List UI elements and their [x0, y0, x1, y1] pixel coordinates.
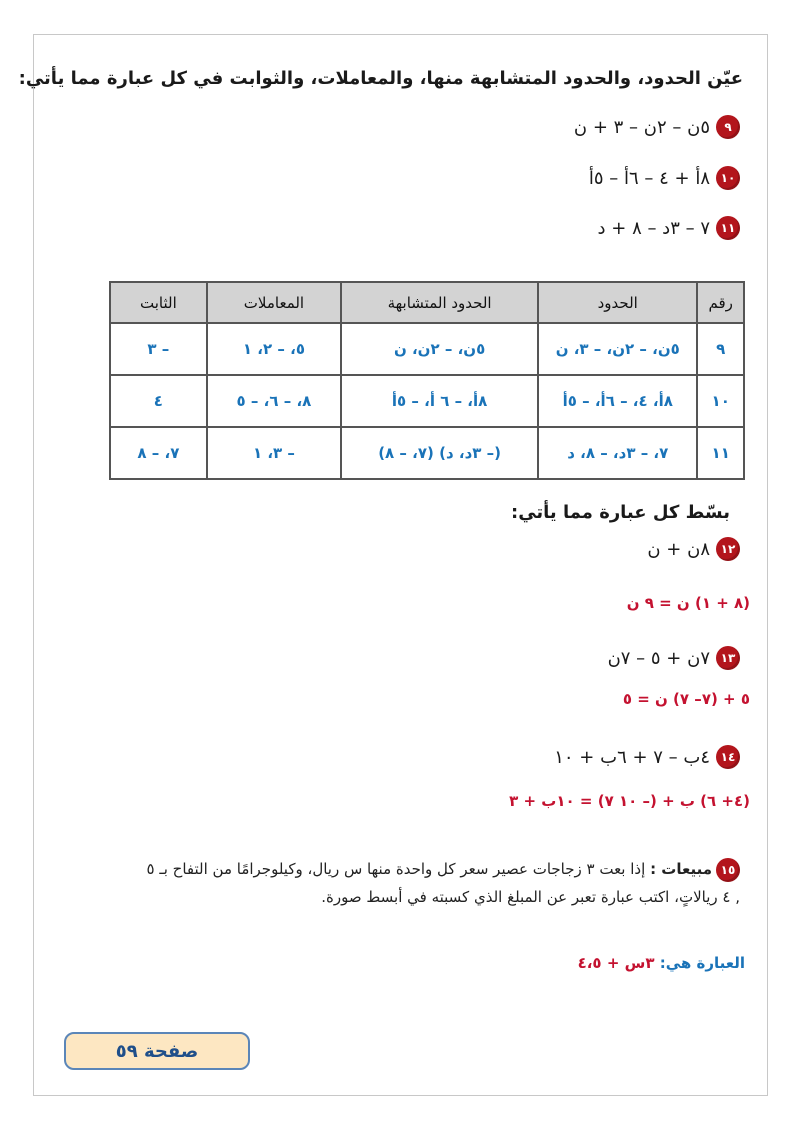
exercise-row — [574, 115, 740, 139]
section1-title: عيّن الحدود، والحدود المتشابهة منها، والمعاملات، والثوابت في كل عبارة مما يأتي: — [18, 68, 743, 89]
exercise-number-badge: ١٠ — [716, 166, 740, 190]
page-frame — [33, 34, 768, 1096]
table-cell: (– ٣د، د) (٧، – ٨) — [341, 427, 538, 479]
exercise-number-badge: ١١ — [716, 216, 740, 240]
exercise-number-badge: ١٥ — [716, 858, 740, 882]
simplify-row — [608, 646, 740, 670]
table-cell: ٧، – ٨ — [110, 427, 207, 479]
simplify-answer: (٨ + ١) ن = ٩ ن — [626, 594, 750, 612]
exercise-number-badge: ١٢ — [716, 537, 740, 561]
header-terms: الحدود — [538, 282, 697, 323]
table-cell: ٥ن، – ٢ن، – ٣، ن — [538, 323, 697, 375]
header-constant: الثابت — [110, 282, 207, 323]
simplify-row — [554, 745, 740, 769]
simplify-row — [647, 537, 740, 561]
section2-title: بسّط كل عبارة مما يأتي: — [511, 502, 730, 523]
table-cell: ٤ — [110, 375, 207, 427]
final-answer-label: العبارة هي: — [659, 954, 745, 972]
exercise-expression: ٨أ + ٤ – ٦أ – ٥أ — [588, 167, 710, 189]
table-row — [110, 323, 744, 375]
table-cell: ٨، – ٦، – ٥ — [207, 375, 341, 427]
exercise-number-badge: ١٣ — [716, 646, 740, 670]
exercise-expression: ٤ب – ٧ + ٦ب + ١٠ — [554, 746, 710, 768]
exercise-expression: ٧ – ٣د – ٨ + د — [597, 217, 710, 239]
table-cell: ٥، – ٢، ١ — [207, 323, 341, 375]
exercise-number-badge: ٩ — [716, 115, 740, 139]
table-cell: ٩ — [697, 323, 744, 375]
table-row — [110, 427, 744, 479]
exercise-expression: ٧ن + ٥ – ٧ن — [607, 647, 710, 669]
word-problem-text: إذا بعت ٣ زجاجات عصير سعر كل واحدة منها س ريال، وكيلوجرامًا من التفاح بـ ٥ , ٤ ريالاتٍ، اكتب عبارة تعبر عن المبلغ الذي كسبته في أبسط صورة. — [146, 860, 740, 906]
table-cell: ١١ — [697, 427, 744, 479]
table-cell: ١٠ — [697, 375, 744, 427]
table-cell: ٧، – ٣د، – ٨، د — [538, 427, 697, 479]
table-cell: ٨أ، – ٦ أ، – ٥أ — [341, 375, 538, 427]
table-cell: – ٣، ١ — [207, 427, 341, 479]
final-answer-value: ٣س + ٤،٥ — [577, 954, 655, 972]
table-header-row — [110, 282, 744, 323]
exercise-number-badge: ١٤ — [716, 745, 740, 769]
exercise-row — [598, 216, 740, 240]
exercise-row — [589, 166, 740, 190]
exercise-expression: ٥ن – ٢ن – ٣ + ن — [573, 116, 710, 138]
word-problem-label: مبيعات : — [650, 860, 712, 878]
terms-table — [109, 281, 745, 480]
table-cell: ٥ن، – ٢ن، ن — [341, 323, 538, 375]
word-problem — [140, 855, 740, 911]
table-cell: – ٣ — [110, 323, 207, 375]
header-coefficients: المعاملات — [207, 282, 341, 323]
simplify-answer: ٥ + (٧– ٧) ن = ٥ — [622, 690, 750, 708]
final-answer — [578, 954, 745, 972]
page-number-badge: صفحة ٥٩ — [64, 1032, 250, 1070]
table-cell: ٨أ، ٤، – ٦أ، – ٥أ — [538, 375, 697, 427]
exercise-expression: ٨ن + ن — [647, 538, 710, 560]
simplify-answer: (٤+ ٦) ب + (– ١٠ ٧) = ١٠ب + ٣ — [509, 792, 750, 810]
table-row — [110, 375, 744, 427]
header-like-terms: الحدود المتشابهة — [341, 282, 538, 323]
header-number: رقم — [697, 282, 744, 323]
